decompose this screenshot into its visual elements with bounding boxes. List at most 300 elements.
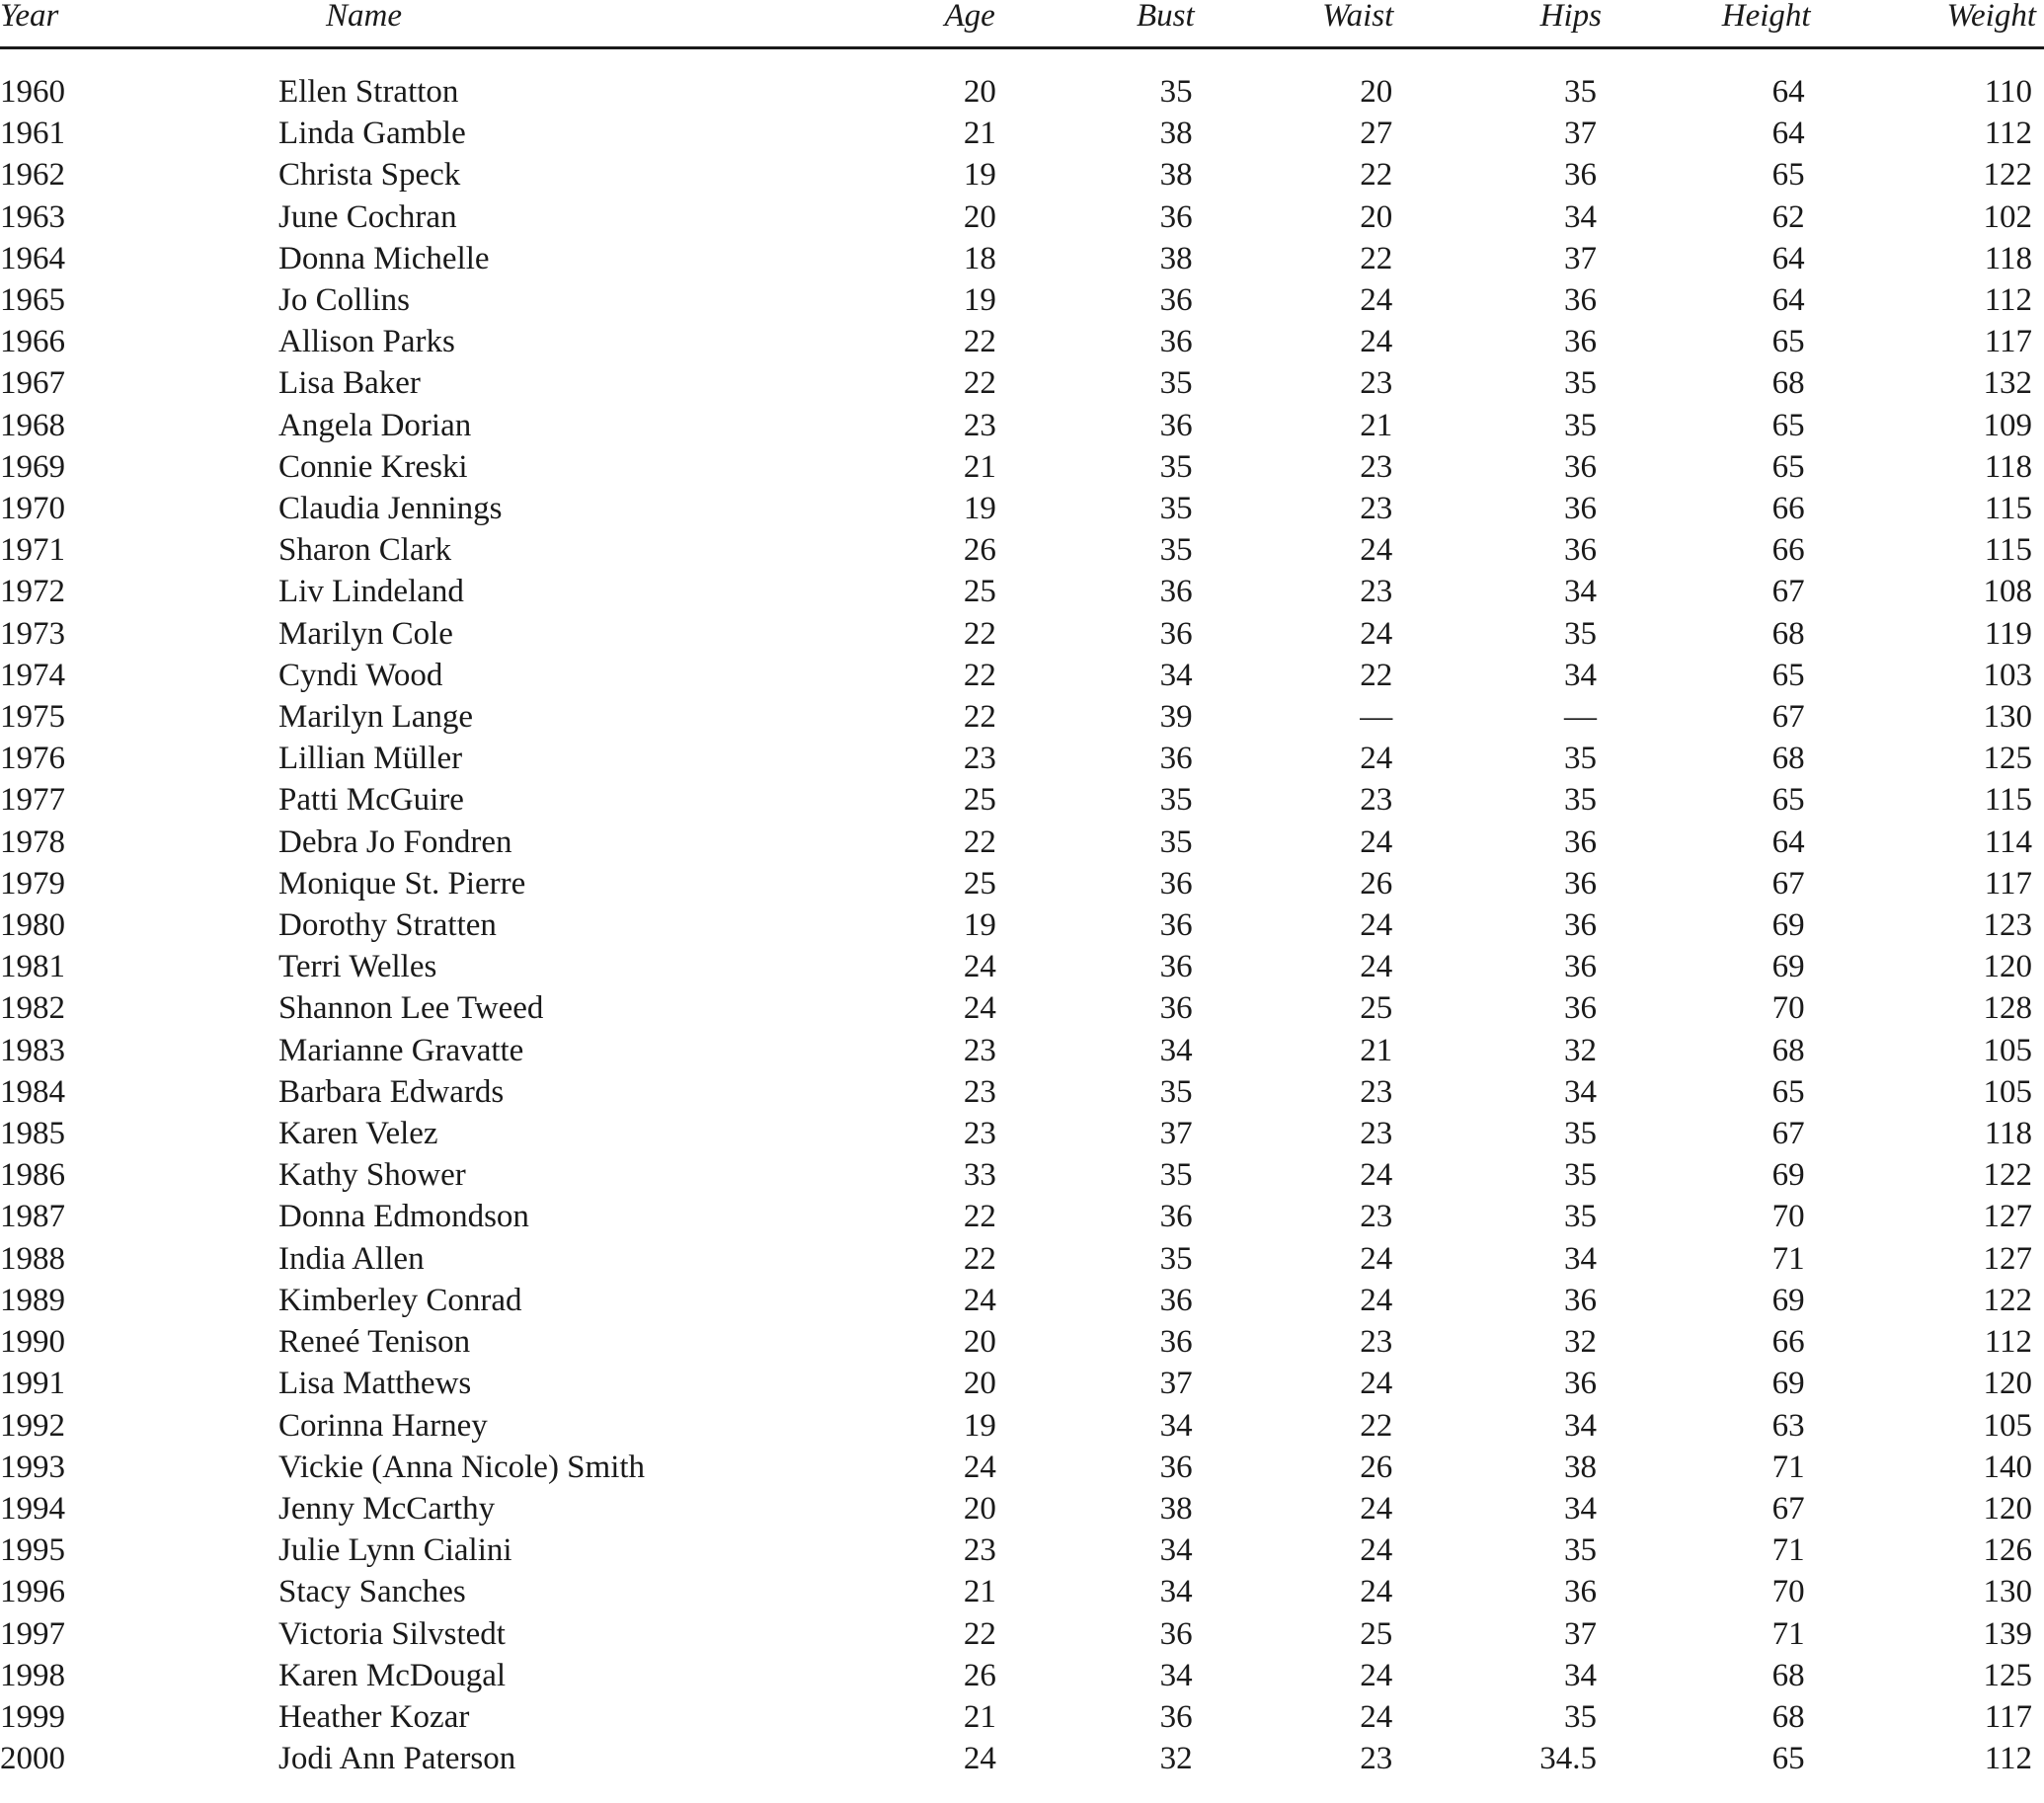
cell-height: 70 bbox=[1771, 1574, 1805, 1610]
cell-bust: 38 bbox=[1159, 157, 1193, 194]
cell-waist: 23 bbox=[1360, 491, 1393, 527]
cell-hips: 36 bbox=[1563, 1282, 1597, 1318]
cell-weight: 140 bbox=[1983, 1449, 2032, 1485]
cell-hips: 34 bbox=[1563, 1240, 1597, 1277]
cell-hips: 37 bbox=[1563, 240, 1597, 276]
cell-waist: 23 bbox=[1360, 1073, 1393, 1110]
cell-weight: 125 bbox=[1983, 741, 2032, 777]
cell-weight: 117 bbox=[1984, 865, 2032, 902]
column-header-waist: Waist bbox=[1322, 0, 1394, 34]
table-row bbox=[0, 904, 2044, 946]
cell-hips: 36 bbox=[1563, 282, 1597, 319]
cell-hips: 36 bbox=[1563, 990, 1597, 1027]
table-row bbox=[0, 529, 2044, 571]
cell-weight: 102 bbox=[1983, 198, 2032, 235]
cell-weight: 115 bbox=[1984, 782, 2032, 819]
table-row bbox=[0, 321, 2044, 362]
cell-height: 69 bbox=[1771, 949, 1805, 985]
cell-year: 1965 bbox=[0, 282, 65, 319]
cell-name: Debra Jo Fondren bbox=[278, 823, 512, 860]
cell-height: 65 bbox=[1771, 1073, 1805, 1110]
cell-height: 65 bbox=[1771, 324, 1805, 360]
cell-age: 19 bbox=[963, 157, 996, 194]
cell-bust: 35 bbox=[1159, 448, 1193, 485]
cell-age: 22 bbox=[963, 1615, 996, 1652]
cell-height: 66 bbox=[1771, 491, 1805, 527]
cell-name: Kathy Shower bbox=[278, 1157, 466, 1194]
cell-name: Corinna Harney bbox=[278, 1407, 488, 1444]
table-row bbox=[0, 1030, 2044, 1071]
cell-waist: 23 bbox=[1360, 782, 1393, 819]
cell-age: 19 bbox=[963, 907, 996, 944]
cell-hips: 34 bbox=[1563, 1490, 1597, 1527]
cell-age: 24 bbox=[963, 990, 996, 1027]
cell-name: Stacy Sanches bbox=[278, 1574, 466, 1610]
cell-hips: 38 bbox=[1563, 1449, 1597, 1485]
cell-weight: 127 bbox=[1983, 1240, 2032, 1277]
cell-weight: 123 bbox=[1983, 907, 2032, 944]
cell-age: 19 bbox=[963, 1407, 996, 1444]
cell-age: 22 bbox=[963, 324, 996, 360]
cell-age: 20 bbox=[963, 198, 996, 235]
cell-waist: 24 bbox=[1360, 1240, 1393, 1277]
cell-year: 1981 bbox=[0, 949, 65, 985]
cell-height: 68 bbox=[1771, 1698, 1805, 1735]
cell-waist: 22 bbox=[1360, 240, 1393, 276]
cell-waist: 23 bbox=[1360, 365, 1393, 402]
cell-weight: 125 bbox=[1983, 1657, 2032, 1693]
cell-year: 1988 bbox=[0, 1240, 65, 1277]
cell-hips: 34 bbox=[1563, 657, 1597, 693]
table-row bbox=[0, 154, 2044, 196]
cell-name: India Allen bbox=[278, 1240, 425, 1277]
cell-name: Julie Lynn Cialini bbox=[278, 1532, 512, 1569]
cell-bust: 35 bbox=[1159, 823, 1193, 860]
cell-age: 23 bbox=[963, 1532, 996, 1569]
cell-name: Jo Collins bbox=[278, 282, 410, 319]
cell-hips: 37 bbox=[1563, 116, 1597, 152]
cell-name: Monique St. Pierre bbox=[278, 865, 526, 902]
cell-name: Christa Speck bbox=[278, 157, 461, 194]
cell-hips: 35 bbox=[1563, 1698, 1597, 1735]
cell-name: June Cochran bbox=[278, 198, 457, 235]
cell-name: Ellen Stratton bbox=[278, 74, 459, 110]
cell-year: 1995 bbox=[0, 1532, 65, 1569]
cell-year: 1996 bbox=[0, 1574, 65, 1610]
cell-age: 23 bbox=[963, 1032, 996, 1068]
cell-age: 19 bbox=[963, 282, 996, 319]
table-row bbox=[0, 1696, 2044, 1738]
cell-height: 68 bbox=[1771, 615, 1805, 652]
cell-waist: 24 bbox=[1360, 1282, 1393, 1318]
cell-year: 1964 bbox=[0, 240, 65, 276]
table-row bbox=[0, 1529, 2044, 1571]
cell-year: 1985 bbox=[0, 1116, 65, 1152]
table-body bbox=[0, 48, 2044, 1780]
cell-bust: 39 bbox=[1159, 699, 1193, 736]
table-row bbox=[0, 987, 2044, 1029]
table-row bbox=[0, 1154, 2044, 1196]
cell-age: 19 bbox=[963, 491, 996, 527]
cell-year: 1998 bbox=[0, 1657, 65, 1693]
table-row bbox=[0, 488, 2044, 529]
cell-name: Jodi Ann Paterson bbox=[278, 1741, 516, 1777]
table-row bbox=[0, 1071, 2044, 1113]
cell-age: 26 bbox=[963, 1657, 996, 1693]
cell-weight: 115 bbox=[1984, 491, 2032, 527]
cell-height: 69 bbox=[1771, 1157, 1805, 1194]
cell-age: 20 bbox=[963, 1324, 996, 1361]
table-row bbox=[0, 1738, 2044, 1779]
cell-name: Marianne Gravatte bbox=[278, 1032, 524, 1068]
cell-waist: 24 bbox=[1360, 1366, 1393, 1402]
cell-age: 22 bbox=[963, 365, 996, 402]
table-row bbox=[0, 779, 2044, 821]
column-header-bust: Bust bbox=[1136, 0, 1195, 34]
cell-waist: 24 bbox=[1360, 282, 1393, 319]
cell-name: Linda Gamble bbox=[278, 116, 466, 152]
cell-bust: 36 bbox=[1159, 1282, 1193, 1318]
cell-name: Claudia Jennings bbox=[278, 491, 503, 527]
cell-hips: 35 bbox=[1563, 1532, 1597, 1569]
cell-bust: 38 bbox=[1159, 116, 1193, 152]
cell-hips: 35 bbox=[1563, 1116, 1597, 1152]
cell-hips: 36 bbox=[1563, 1366, 1597, 1402]
cell-hips: 35 bbox=[1563, 782, 1597, 819]
cell-name: Lisa Baker bbox=[278, 365, 421, 402]
cell-height: 64 bbox=[1771, 282, 1805, 319]
cell-year: 1989 bbox=[0, 1282, 65, 1318]
cell-hips: 36 bbox=[1563, 532, 1597, 569]
cell-hips: 34 bbox=[1563, 574, 1597, 610]
cell-weight: 103 bbox=[1983, 657, 2032, 693]
cell-year: 1980 bbox=[0, 907, 65, 944]
cell-year: 1972 bbox=[0, 574, 65, 610]
cell-height: 67 bbox=[1771, 1490, 1805, 1527]
cell-age: 22 bbox=[963, 657, 996, 693]
cell-height: 68 bbox=[1771, 741, 1805, 777]
cell-height: 65 bbox=[1771, 1741, 1805, 1777]
cell-name: Lillian Müller bbox=[278, 741, 463, 777]
table-row bbox=[0, 362, 2044, 404]
cell-name: Terri Welles bbox=[278, 949, 437, 985]
cell-waist: 23 bbox=[1360, 1199, 1393, 1235]
cell-waist: 24 bbox=[1360, 1698, 1393, 1735]
cell-height: 66 bbox=[1771, 532, 1805, 569]
cell-year: 1977 bbox=[0, 782, 65, 819]
cell-bust: 35 bbox=[1159, 532, 1193, 569]
cell-year: 1966 bbox=[0, 324, 65, 360]
cell-name: Dorothy Stratten bbox=[278, 907, 497, 944]
cell-bust: 36 bbox=[1159, 198, 1193, 235]
cell-weight: 126 bbox=[1983, 1532, 2032, 1569]
cell-hips: 35 bbox=[1563, 1157, 1597, 1194]
cell-weight: 112 bbox=[1984, 1741, 2032, 1777]
table-row bbox=[0, 279, 2044, 321]
cell-name: Vickie (Anna Nicole) Smith bbox=[278, 1449, 646, 1485]
cell-hips: 36 bbox=[1563, 491, 1597, 527]
cell-waist: 23 bbox=[1360, 448, 1393, 485]
cell-weight: 130 bbox=[1983, 699, 2032, 736]
cell-hips: 37 bbox=[1563, 1615, 1597, 1652]
table-row bbox=[0, 238, 2044, 279]
cell-weight: 118 bbox=[1984, 240, 2032, 276]
cell-waist: 20 bbox=[1360, 74, 1393, 110]
table-row bbox=[0, 1113, 2044, 1154]
cell-height: 63 bbox=[1771, 1407, 1805, 1444]
cell-height: 67 bbox=[1771, 574, 1805, 610]
cell-year: 2000 bbox=[0, 1741, 65, 1777]
table-row bbox=[0, 1655, 2044, 1696]
cell-bust: 34 bbox=[1159, 657, 1193, 693]
cell-height: 65 bbox=[1771, 448, 1805, 485]
table-row bbox=[0, 571, 2044, 612]
cell-bust: 36 bbox=[1159, 1199, 1193, 1235]
cell-year: 1999 bbox=[0, 1698, 65, 1735]
cell-weight: 120 bbox=[1983, 1490, 2032, 1527]
table-row bbox=[0, 1280, 2044, 1321]
cell-height: 67 bbox=[1771, 699, 1805, 736]
cell-weight: 117 bbox=[1984, 1698, 2032, 1735]
cell-age: 24 bbox=[963, 1449, 996, 1485]
cell-weight: 105 bbox=[1983, 1032, 2032, 1068]
cell-waist: 22 bbox=[1360, 157, 1393, 194]
cell-waist: 26 bbox=[1360, 865, 1393, 902]
cell-height: 68 bbox=[1771, 1032, 1805, 1068]
cell-waist: 26 bbox=[1360, 1449, 1393, 1485]
cell-bust: 35 bbox=[1159, 1157, 1193, 1194]
cell-name: Heather Kozar bbox=[278, 1698, 470, 1735]
cell-hips: 34 bbox=[1563, 1073, 1597, 1110]
cell-waist: 20 bbox=[1360, 198, 1393, 235]
cell-waist: 23 bbox=[1360, 1324, 1393, 1361]
cell-weight: 105 bbox=[1983, 1073, 2032, 1110]
table-row bbox=[0, 1196, 2044, 1237]
cell-hips: 34.5 bbox=[1539, 1741, 1597, 1777]
cell-height: 71 bbox=[1771, 1449, 1805, 1485]
table-row bbox=[0, 48, 2044, 114]
table-row bbox=[0, 196, 2044, 238]
cell-year: 1992 bbox=[0, 1407, 65, 1444]
table-row bbox=[0, 1447, 2044, 1488]
cell-year: 1993 bbox=[0, 1449, 65, 1485]
cell-waist: 25 bbox=[1360, 990, 1393, 1027]
cell-height: 70 bbox=[1771, 990, 1805, 1027]
cell-age: 20 bbox=[963, 1366, 996, 1402]
cell-hips: 35 bbox=[1563, 365, 1597, 402]
cell-hips: 36 bbox=[1563, 907, 1597, 944]
cell-hips: 36 bbox=[1563, 865, 1597, 902]
cell-age: 20 bbox=[963, 1490, 996, 1527]
cell-bust: 38 bbox=[1159, 1490, 1193, 1527]
cell-waist: 24 bbox=[1360, 1532, 1393, 1569]
cell-year: 1968 bbox=[0, 407, 65, 443]
cell-bust: 34 bbox=[1159, 1407, 1193, 1444]
cell-height: 65 bbox=[1771, 407, 1805, 443]
cell-name: Liv Lindeland bbox=[278, 574, 464, 610]
cell-bust: 36 bbox=[1159, 865, 1193, 902]
cell-weight: 112 bbox=[1984, 282, 2032, 319]
cell-bust: 35 bbox=[1159, 782, 1193, 819]
table-row bbox=[0, 1238, 2044, 1280]
table-row bbox=[0, 1571, 2044, 1612]
cell-waist: 24 bbox=[1360, 1657, 1393, 1693]
cell-waist: 24 bbox=[1360, 1574, 1393, 1610]
table-row bbox=[0, 446, 2044, 488]
cell-height: 64 bbox=[1771, 74, 1805, 110]
cell-weight: 118 bbox=[1984, 1116, 2032, 1152]
table-row bbox=[0, 822, 2044, 863]
cell-height: 69 bbox=[1771, 1366, 1805, 1402]
cell-age: 22 bbox=[963, 823, 996, 860]
table-row bbox=[0, 613, 2044, 655]
cell-hips: 36 bbox=[1563, 448, 1597, 485]
cell-year: 1986 bbox=[0, 1157, 65, 1194]
cell-age: 23 bbox=[963, 407, 996, 443]
cell-bust: 36 bbox=[1159, 1615, 1193, 1652]
cell-weight: 112 bbox=[1984, 1324, 2032, 1361]
cell-year: 1982 bbox=[0, 990, 65, 1027]
cell-year: 1983 bbox=[0, 1032, 65, 1068]
cell-age: 22 bbox=[963, 1199, 996, 1235]
cell-waist: 25 bbox=[1360, 1615, 1393, 1652]
cell-hips: 34 bbox=[1563, 198, 1597, 235]
cell-age: 33 bbox=[963, 1157, 996, 1194]
cell-age: 23 bbox=[963, 1116, 996, 1152]
cell-height: 69 bbox=[1771, 1282, 1805, 1318]
cell-age: 26 bbox=[963, 532, 996, 569]
cell-height: 70 bbox=[1771, 1199, 1805, 1235]
cell-age: 23 bbox=[963, 741, 996, 777]
cell-hips: 36 bbox=[1563, 324, 1597, 360]
cell-age: 24 bbox=[963, 949, 996, 985]
cell-waist: — bbox=[1360, 699, 1393, 736]
cell-year: 1991 bbox=[0, 1366, 65, 1402]
table-row bbox=[0, 946, 2044, 987]
cell-year: 1975 bbox=[0, 699, 65, 736]
cell-age: 25 bbox=[963, 782, 996, 819]
cell-bust: 34 bbox=[1159, 1032, 1193, 1068]
cell-name: Karen McDougal bbox=[278, 1657, 507, 1693]
table-header bbox=[0, 0, 2044, 48]
cell-name: Donna Edmondson bbox=[278, 1199, 529, 1235]
cell-bust: 34 bbox=[1159, 1532, 1193, 1569]
cell-waist: 21 bbox=[1360, 407, 1393, 443]
cell-weight: 132 bbox=[1983, 365, 2032, 402]
cell-name: Shannon Lee Tweed bbox=[278, 990, 544, 1027]
cell-bust: 34 bbox=[1159, 1657, 1193, 1693]
cell-hips: 34 bbox=[1563, 1657, 1597, 1693]
cell-waist: 24 bbox=[1360, 823, 1393, 860]
cell-bust: 35 bbox=[1159, 491, 1193, 527]
cell-bust: 36 bbox=[1159, 407, 1193, 443]
cell-waist: 24 bbox=[1360, 949, 1393, 985]
cell-weight: 128 bbox=[1983, 990, 2032, 1027]
cell-hips: 35 bbox=[1563, 407, 1597, 443]
cell-name: Angela Dorian bbox=[278, 407, 472, 443]
cell-weight: 122 bbox=[1983, 1282, 2032, 1318]
cell-name: Jenny McCarthy bbox=[278, 1490, 496, 1527]
cell-bust: 37 bbox=[1159, 1116, 1193, 1152]
table-row bbox=[0, 863, 2044, 904]
cell-name: Lisa Matthews bbox=[278, 1366, 472, 1402]
cell-height: 65 bbox=[1771, 157, 1805, 194]
cell-year: 1962 bbox=[0, 157, 65, 194]
cell-weight: 127 bbox=[1983, 1199, 2032, 1235]
table-row bbox=[0, 696, 2044, 738]
cell-name: Karen Velez bbox=[278, 1116, 438, 1152]
cell-waist: 27 bbox=[1360, 116, 1393, 152]
cell-weight: 122 bbox=[1983, 1157, 2032, 1194]
cell-height: 67 bbox=[1771, 1116, 1805, 1152]
cell-year: 1997 bbox=[0, 1615, 65, 1652]
cell-weight: 110 bbox=[1984, 74, 2032, 110]
cell-bust: 35 bbox=[1159, 74, 1193, 110]
cell-name: Kimberley Conrad bbox=[278, 1282, 522, 1318]
cell-height: 71 bbox=[1771, 1615, 1805, 1652]
cell-age: 24 bbox=[963, 1741, 996, 1777]
column-header-age: Age bbox=[944, 0, 995, 34]
cell-hips: 36 bbox=[1563, 949, 1597, 985]
cell-waist: 23 bbox=[1360, 1741, 1393, 1777]
cell-year: 1990 bbox=[0, 1324, 65, 1361]
cell-height: 64 bbox=[1771, 240, 1805, 276]
cell-height: 65 bbox=[1771, 782, 1805, 819]
cell-bust: 37 bbox=[1159, 1366, 1193, 1402]
cell-weight: 119 bbox=[1984, 615, 2032, 652]
cell-height: 65 bbox=[1771, 657, 1805, 693]
cell-bust: 35 bbox=[1159, 1240, 1193, 1277]
cell-name: Cyndi Wood bbox=[278, 657, 443, 693]
cell-name: Victoria Silvstedt bbox=[278, 1615, 506, 1652]
cell-age: 21 bbox=[963, 116, 996, 152]
cell-weight: 130 bbox=[1983, 1574, 2032, 1610]
cell-height: 62 bbox=[1771, 198, 1805, 235]
cell-waist: 24 bbox=[1360, 741, 1393, 777]
cell-year: 1987 bbox=[0, 1199, 65, 1235]
column-header-height: Height bbox=[1721, 0, 1811, 34]
cell-waist: 24 bbox=[1360, 532, 1393, 569]
cell-name: Connie Kreski bbox=[278, 448, 468, 485]
cell-year: 1961 bbox=[0, 116, 65, 152]
cell-waist: 24 bbox=[1360, 324, 1393, 360]
cell-year: 1971 bbox=[0, 532, 65, 569]
cell-age: 22 bbox=[963, 615, 996, 652]
cell-name: Reneé Tenison bbox=[278, 1324, 471, 1361]
cell-name: Sharon Clark bbox=[278, 532, 452, 569]
cell-weight: 118 bbox=[1984, 448, 2032, 485]
cell-bust: 34 bbox=[1159, 1574, 1193, 1610]
cell-bust: 36 bbox=[1159, 615, 1193, 652]
cell-hips: 34 bbox=[1563, 1407, 1597, 1444]
column-header-year: Year bbox=[0, 0, 59, 34]
cell-age: 23 bbox=[963, 1073, 996, 1110]
cell-age: 20 bbox=[963, 74, 996, 110]
cell-age: 18 bbox=[963, 240, 996, 276]
column-header-hips: Hips bbox=[1539, 0, 1602, 34]
cell-hips: — bbox=[1563, 699, 1597, 736]
cell-year: 1970 bbox=[0, 491, 65, 527]
cell-year: 1960 bbox=[0, 74, 65, 110]
cell-name: Marilyn Lange bbox=[278, 699, 474, 736]
cell-waist: 24 bbox=[1360, 1157, 1393, 1194]
cell-bust: 38 bbox=[1159, 240, 1193, 276]
cell-height: 71 bbox=[1771, 1240, 1805, 1277]
cell-hips: 36 bbox=[1563, 157, 1597, 194]
cell-hips: 35 bbox=[1563, 615, 1597, 652]
cell-height: 68 bbox=[1771, 365, 1805, 402]
cell-bust: 36 bbox=[1159, 907, 1193, 944]
